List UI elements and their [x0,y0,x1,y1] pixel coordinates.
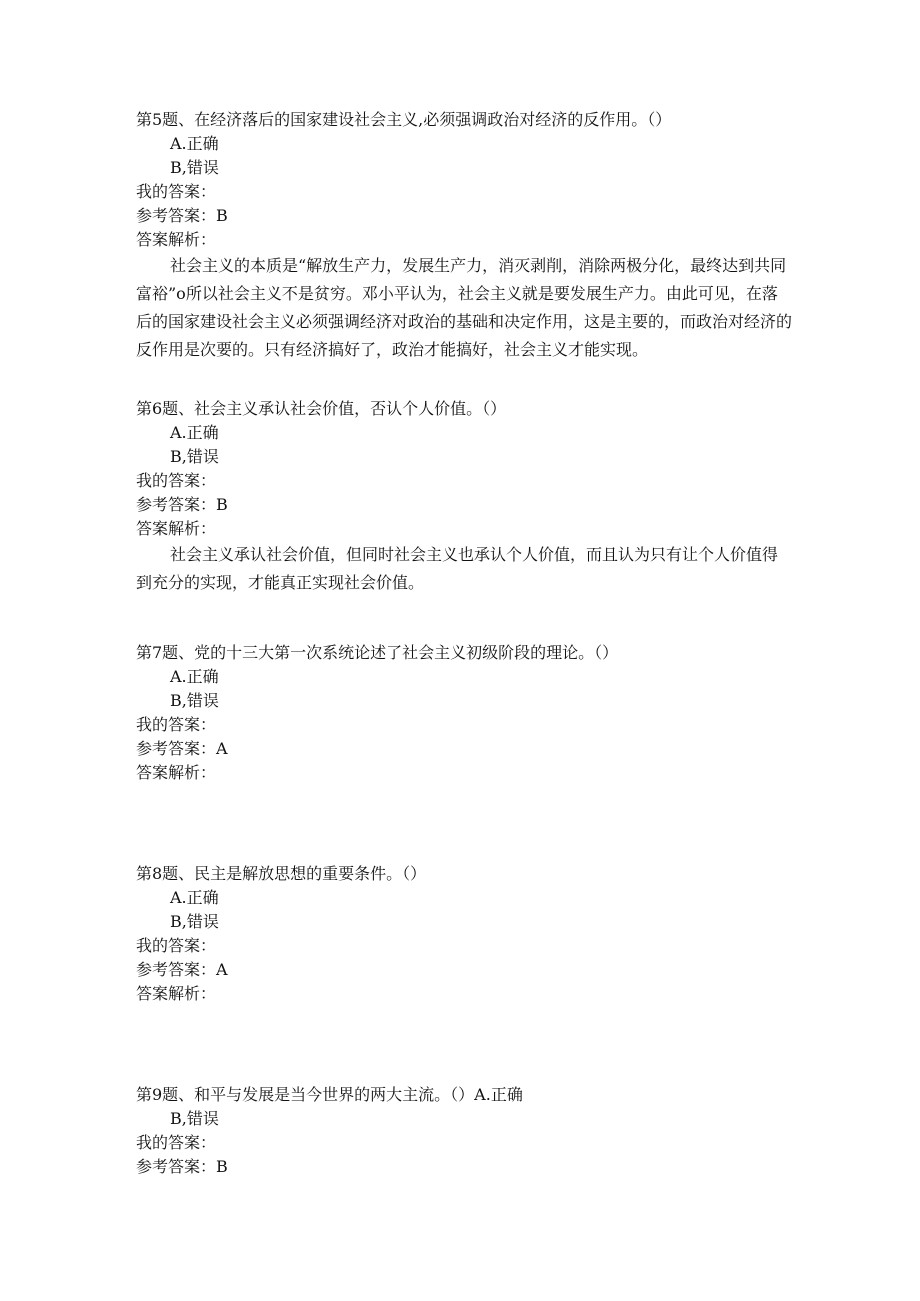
explanation-label: 答案解析： [136,984,217,1003]
question-block-7 [136,641,816,785]
reference-answer: 参考答案：B [136,1157,228,1176]
question-stem: 第8题、民主是解放思想的重要条件。（） [136,864,427,883]
option-b: B,错误 [170,912,219,931]
my-answer-label: 我的答案： [136,471,217,490]
option-b: B,错误 [170,158,219,177]
question-stem: 第5题、在经济落后的国家建设社会主义,必须强调政治对经济的反作用。（） [136,110,672,129]
question-stem: 第6题、社会主义承认社会价值，否认个人价值。（） [136,399,507,418]
explanation-label: 答案解析： [136,763,217,782]
question-block-9 [136,1083,816,1179]
option-b: B,错误 [170,1109,219,1128]
reference-answer: 参考答案：A [136,739,228,758]
option-a: A.正确 [170,888,219,907]
reference-answer: 参考答案：A [136,960,228,979]
question-block-8 [136,862,816,1006]
explanation-label: 答案解析： [136,519,217,538]
my-answer-label: 我的答案： [136,936,217,955]
option-a: A.正确 [170,667,219,686]
my-answer-label: 我的答案： [136,182,217,201]
question-block-6 [136,397,816,597]
option-b: B,错误 [170,447,219,466]
option-b: B,错误 [170,691,219,710]
my-answer-label: 我的答案： [136,715,217,734]
option-a: A.正确 [170,134,219,153]
reference-answer: 参考答案：B [136,495,228,514]
explanation-text: 社会主义承认社会价值，但同时社会主义也承认个人价值，而且认为只有让个人价值得到充分的实现，才能真正实现社会价值。 [136,545,779,592]
question-block-5 [136,108,816,364]
question-stem: 第7题、党的十三大第一次系统论述了社会主义初级阶段的理论。（） [136,643,619,662]
option-a: A.正确 [170,423,219,442]
question-stem: 第9题、和平与发展是当今世界的两大主流。（）A.正确 [136,1085,523,1104]
my-answer-label: 我的答案： [136,1133,217,1152]
explanation-text: 社会主义的本质是“解放生产力，发展生产力，消灭剥削，消除两极分化，最终达到共同富裕”o所以社会主义不是贫穷。邓小平认为，社会主义就是要发展生产力。由此可见，在落后的国家建设社会主义必须强调经济对政治的基础和决定作用，这是主要的，而政治对经济的反作用是次要的。只有经济搞好了，政治才能搞好，社会主义才能实现。 [136,256,793,359]
reference-answer: 参考答案：B [136,206,228,225]
explanation-label: 答案解析： [136,230,217,249]
